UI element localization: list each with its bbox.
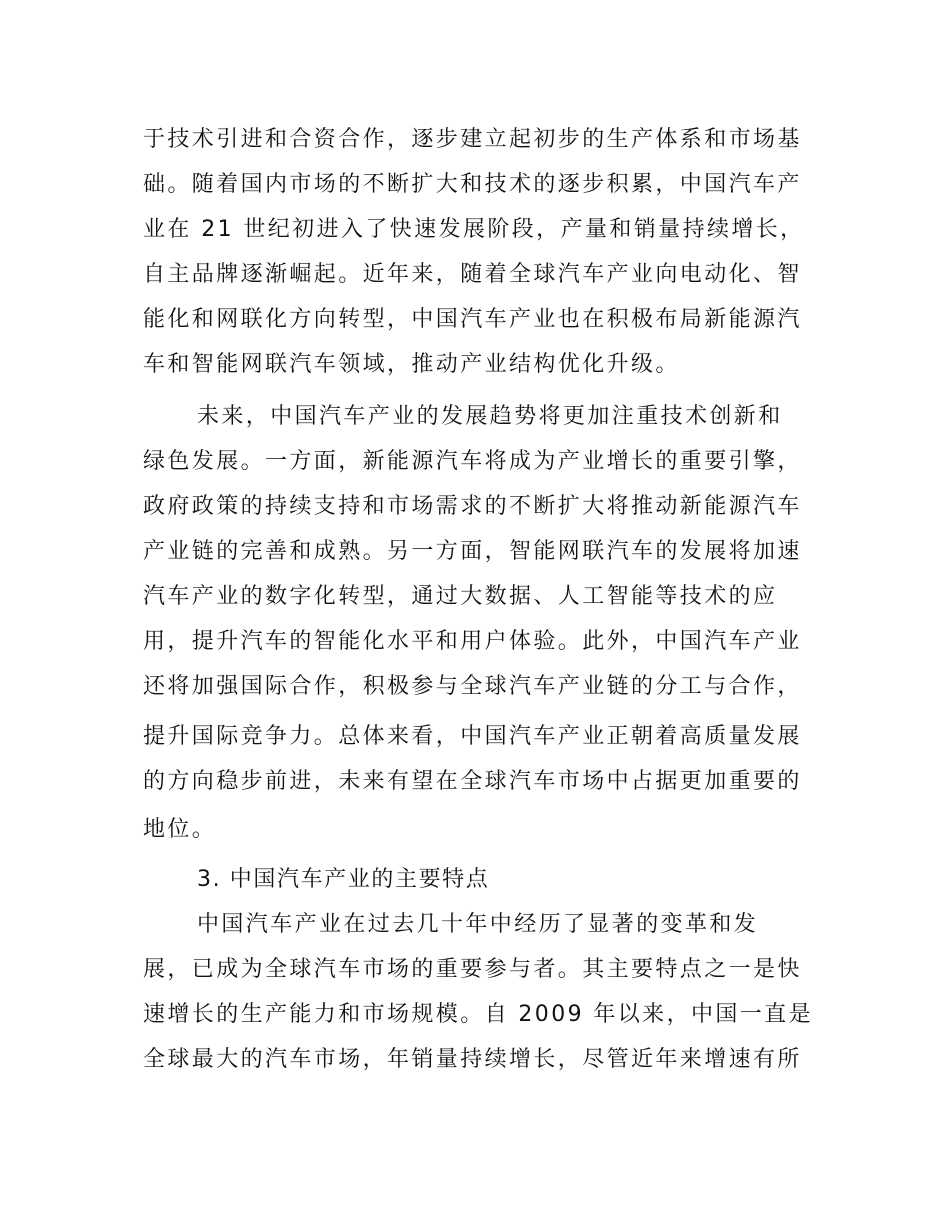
paragraph-line: 速增长的生产能力和市场规模。自 2009 年以来，中国一直是 <box>143 1002 813 1027</box>
paragraph-line: 汽车产业的数字化转型，通过大数据、人工智能等技术的应 <box>143 584 778 609</box>
paragraph-line: 政府政策的持续支持和市场需求的不断扩大将推动新能源汽车 <box>143 494 802 519</box>
paragraph-line: 于技术引进和合资合作，逐步建立起初步的生产体系和市场基 <box>143 127 802 152</box>
paragraph-line: 产业链的完善和成熟。另一方面，智能网联汽车的发展将加速 <box>143 539 802 564</box>
paragraph-line: 业在 21 世纪初进入了快速发展阶段，产量和销量持续增长， <box>143 217 805 242</box>
paragraph-line: 自主品牌逐渐崛起。近年来，随着全球汽车产业向电动化、智 <box>143 262 802 287</box>
paragraph-line: 提升国际竞争力。总体来看，中国汽车产业正朝着高质量发展 <box>143 724 802 749</box>
paragraph-line: 能化和网联化方向转型，中国汽车产业也在积极布局新能源汽 <box>143 307 802 332</box>
paragraph-line: 的方向稳步前进，未来有望在全球汽车市场中占据更加重要的 <box>143 769 802 794</box>
paragraph-line: 展，已成为全球汽车市场的重要参与者。其主要特点之一是快 <box>143 957 802 982</box>
paragraph-line: 未来，中国汽车产业的发展趋势将更加注重技术创新和 <box>197 404 783 429</box>
paragraph-line: 础。随着国内市场的不断扩大和技术的逐步积累，中国汽车产 <box>143 172 802 197</box>
paragraph-line: 中国汽车产业在过去几十年中经历了显著的变革和发 <box>197 912 759 937</box>
paragraph-line: 车和智能网联汽车领域，推动产业结构优化升级。 <box>143 352 680 377</box>
paragraph-line: 全球最大的汽车市场，年销量持续增长，尽管近年来增速有所 <box>143 1047 802 1072</box>
paragraph-line: 地位。 <box>143 817 217 842</box>
paragraph-line: 还将加强国际合作，积极参与全球汽车产业链的分工与合作， <box>143 674 802 699</box>
section-heading: 3. 中国汽车产业的主要特点 <box>197 867 490 892</box>
paragraph-line: 绿色发展。一方面，新能源汽车将成为产业增长的重要引擎， <box>143 449 802 474</box>
paragraph-line: 用，提升汽车的智能化水平和用户体验。此外，中国汽车产业 <box>143 629 802 654</box>
